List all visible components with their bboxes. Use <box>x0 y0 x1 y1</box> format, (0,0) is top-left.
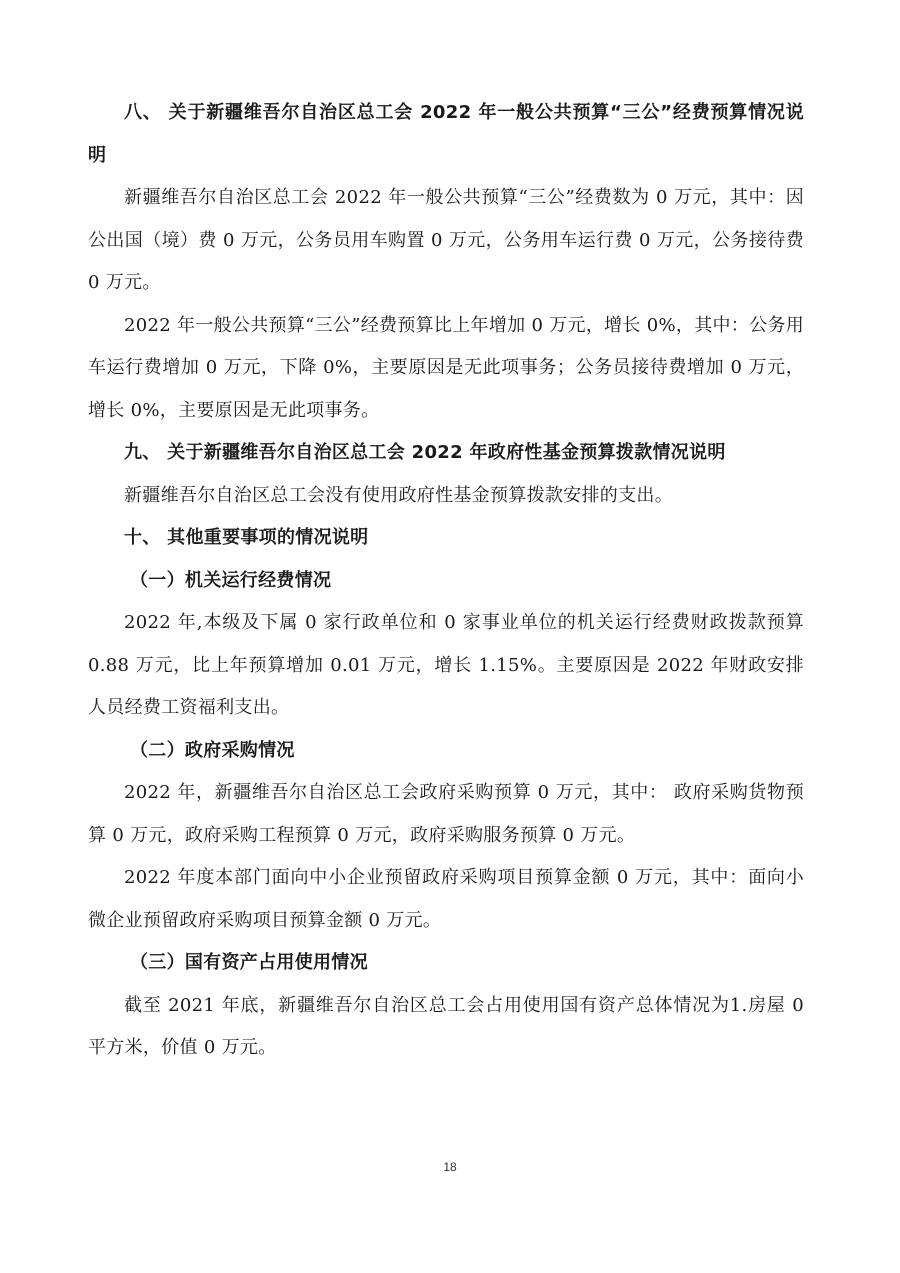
section-eight-heading: 八、 关于新疆维吾尔自治区总工会 2022 年一般公共预算“三公”经费预算情况说明 <box>88 102 804 166</box>
subsection-3-paragraph-1: 截至 2021 年底，新疆维吾尔自治区总工会占用使用国有资产总体情况为1.房屋 0 平方米，价值 0 万元。 <box>88 994 804 1058</box>
subsection-3-heading: （三）国有资产占用使用情况 <box>130 952 368 973</box>
section-eight-paragraph-1: 新疆维吾尔自治区总工会 2022 年一般公共预算“三公”经费数为 0 万元，其中：因公出国（境）费 0 万元，公务员用车购置 0 万元，公务用车运行费 0 万元，公务接待费 0 万元。 <box>88 187 804 293</box>
subsection-2-paragraph-1: 2022 年，新疆维吾尔自治区总工会政府采购预算 0 万元，其中： 政府采购货物预算 0 万元，政府采购工程预算 0 万元，政府采购服务预算 0 万元。 <box>88 782 804 846</box>
subsection-2-paragraph-2: 2022 年度本部门面向中小企业预留政府采购项目预算金额 0 万元，其中：面向小微企业预留政府采购项目预算金额 0 万元。 <box>88 867 804 931</box>
subsection-2-heading: （二）政府采购情况 <box>130 739 295 761</box>
section-eight-paragraph-2: 2022 年一般公共预算“三公”经费预算比上年增加 0 万元，增长 0%，其中：公务用车运行费增加 0 万元，下降 0%，主要原因是无此项事务；公务员接待费增加 0 万元，增长 0%，主要原因是无此项事务。 <box>88 314 805 421</box>
section-nine-heading: 九、 关于新疆维吾尔自治区总工会 2022 年政府性基金预算拨款情况说明 <box>124 442 726 463</box>
subsection-1-paragraph-1: 2022 年,本级及下属 0 家行政单位和 0 家事业单位的机关运行经费财政拨款预算 0.88 万元，比上年预算增加 0.01 万元，增长 1.15%。主要原因是 2022 年财政安排人员经费工资福利支出。 <box>88 612 804 718</box>
subsection-1-heading: （一）机关运行经费情况 <box>130 569 332 591</box>
section-nine-paragraph-1: 新疆维吾尔自治区总工会没有使用政府性基金预算拨款安排的支出。 <box>124 484 673 506</box>
section-ten-heading: 十、 其他重要事项的情况说明 <box>124 527 369 548</box>
page-number: 18 <box>443 1160 457 1174</box>
document-page <box>88 92 804 1070</box>
